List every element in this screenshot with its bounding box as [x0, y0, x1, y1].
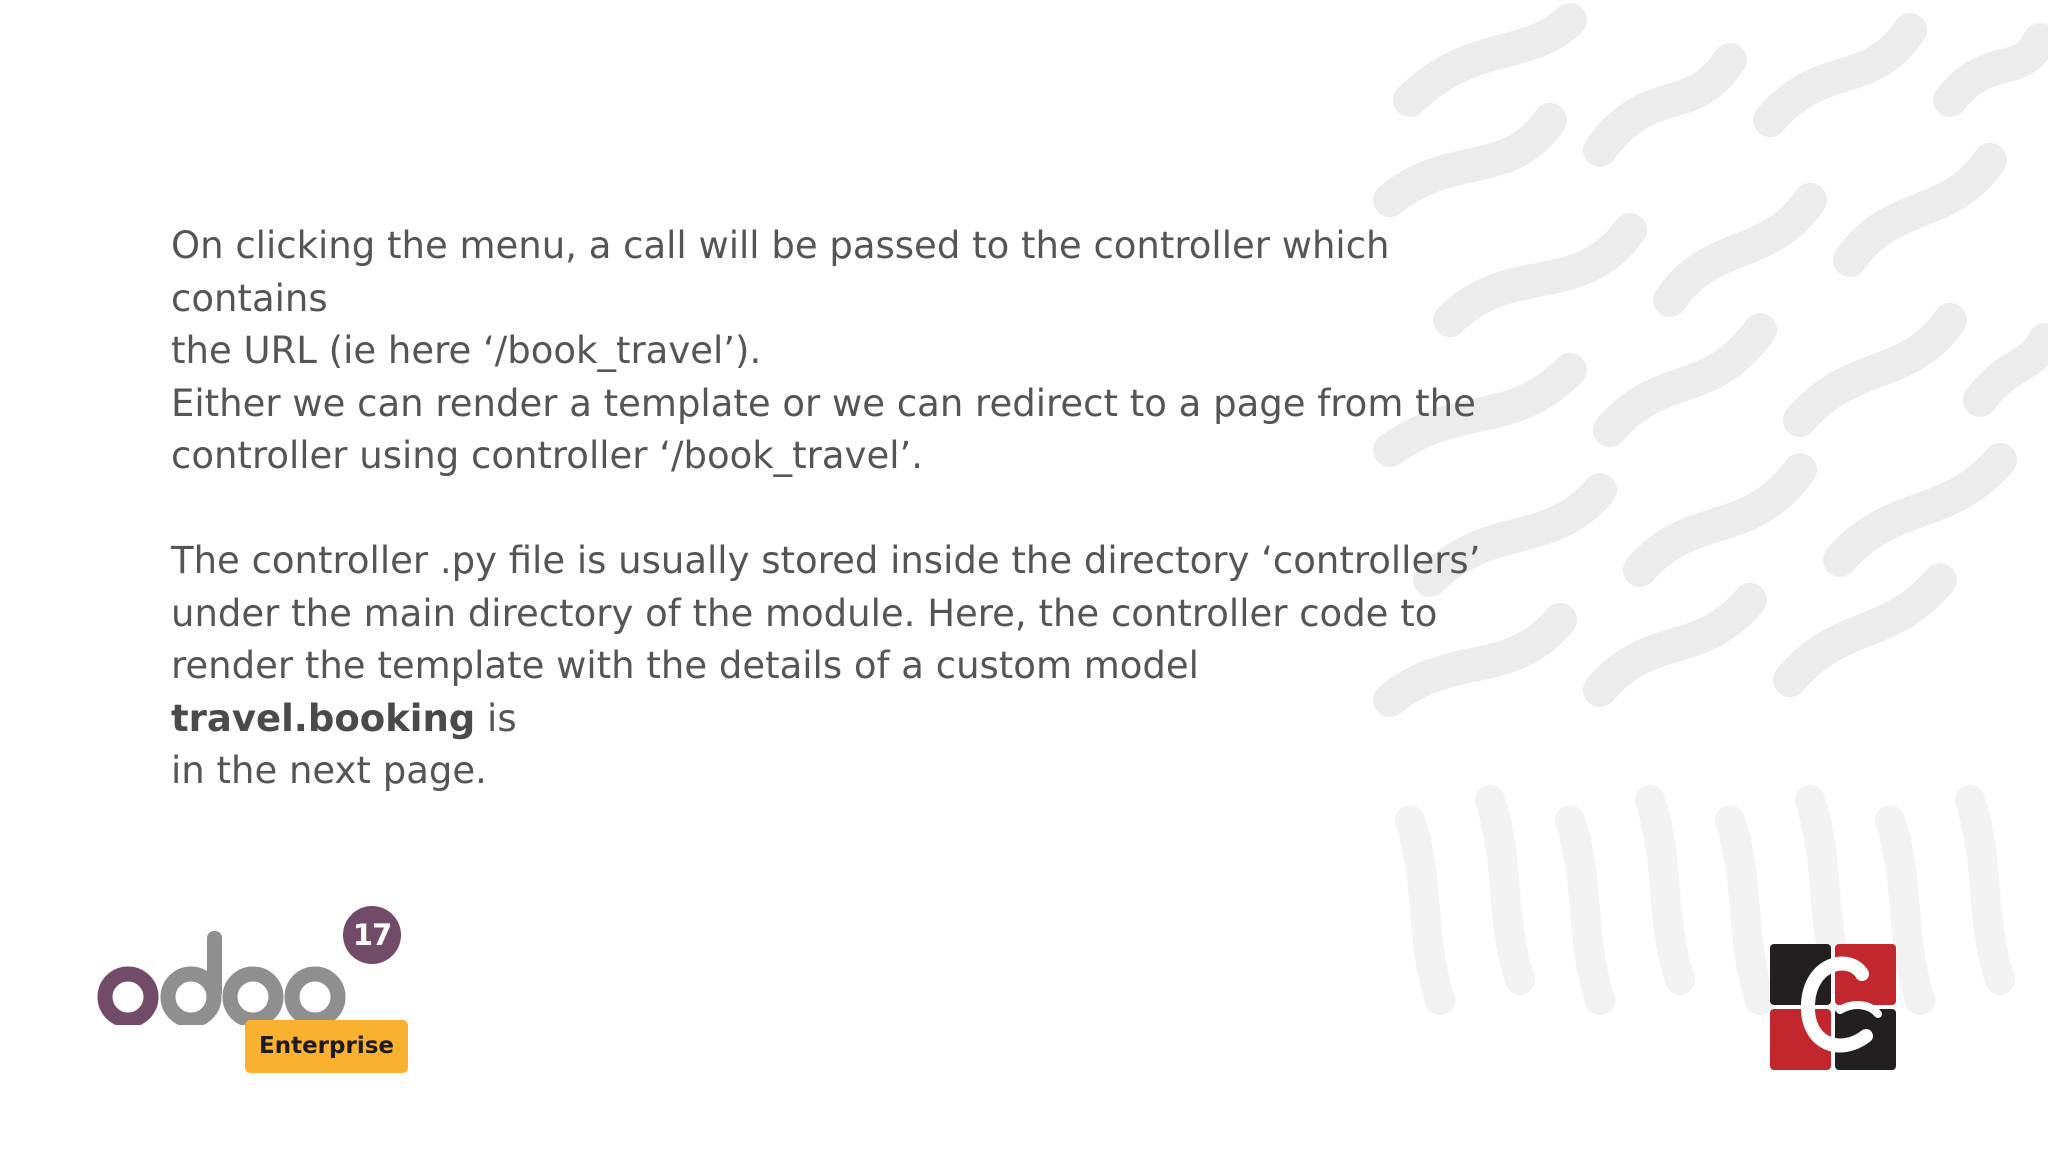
intro-paragraph: On clicking the menu, a call will be passed to the controller which contains the URL (ie here ‘/book_travel’). Either we can render a template or we can redirect to a page from the controller using controller ‘/book_travel’. [171, 224, 1476, 477]
paragraph-gap [171, 483, 1511, 536]
odoo-logo [95, 900, 415, 1080]
model-name: travel.booking [171, 696, 476, 740]
odoo-wordmark-icon [95, 925, 355, 1025]
cybrosys-logo-icon [1770, 944, 1896, 1070]
controller-paragraph [171, 535, 1511, 798]
controller-text-end: is in the next page. [171, 696, 517, 792]
version-badge: 17 [343, 906, 401, 964]
slide-body [171, 220, 1511, 798]
controller-text-start: The controller .py file is usually stored inside the directory ‘controllers’ under the main directory of the module. Here, the controller code to render the template with the details of a custom model [171, 539, 1481, 687]
enterprise-badge: Enterprise [245, 1020, 408, 1073]
